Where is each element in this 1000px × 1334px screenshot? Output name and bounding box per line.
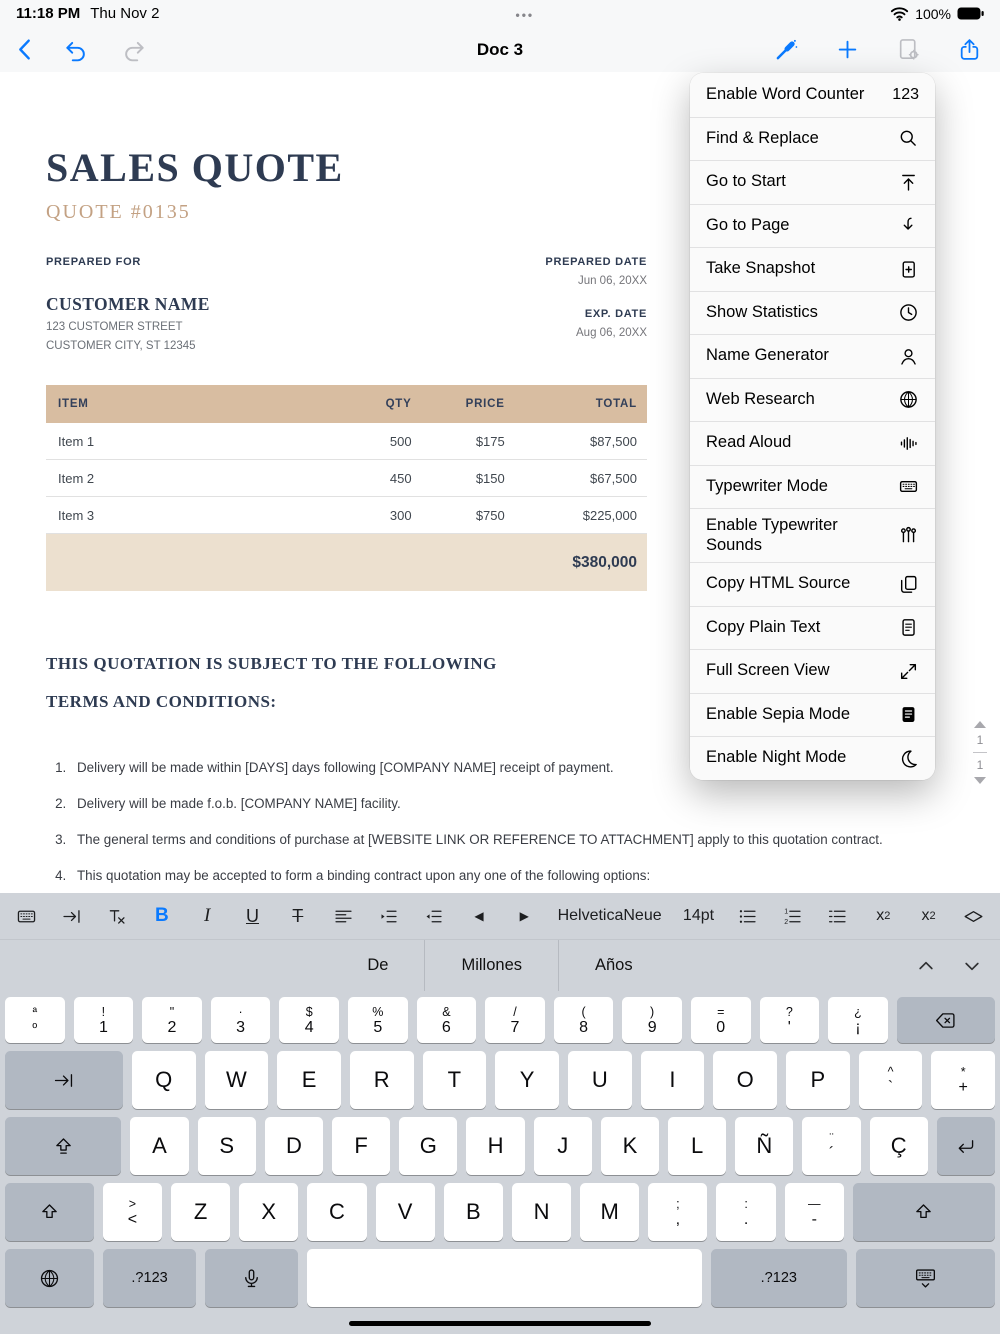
key-g[interactable]: G bbox=[399, 1117, 457, 1175]
key-v[interactable]: V bbox=[376, 1183, 435, 1241]
top-bars bbox=[0, 0, 1000, 72]
quote-table bbox=[46, 385, 647, 591]
globe-icon bbox=[898, 389, 919, 410]
cell-qty: 500 bbox=[389, 433, 412, 449]
indent-decrease-icon bbox=[423, 906, 444, 927]
key-i[interactable]: I bbox=[641, 1051, 705, 1109]
customer-name: CUSTOMER NAME bbox=[46, 294, 210, 314]
cell-price: $175 bbox=[475, 433, 505, 449]
key-9[interactable]: ) 9 bbox=[622, 997, 682, 1043]
shift-icon bbox=[912, 1201, 935, 1224]
menu-item-go-to-start[interactable] bbox=[690, 160, 935, 204]
menu-item-read-aloud[interactable] bbox=[690, 421, 935, 465]
key-caret-grave[interactable]: ^ ` bbox=[859, 1051, 923, 1109]
page-down-arrow[interactable] bbox=[974, 777, 986, 784]
share-icon bbox=[957, 37, 982, 62]
page-navigator bbox=[973, 721, 987, 784]
current-page: 1 bbox=[976, 733, 984, 747]
expand-arrows-icon bbox=[898, 661, 919, 682]
exp-date-value: Aug 06, 20XX bbox=[576, 327, 647, 339]
terms-item-2: 2. Delivery will be made f.o.b. [COMPANY NAME] facility. bbox=[70, 794, 950, 814]
tools-menu-button[interactable] bbox=[773, 37, 799, 63]
indent-tab-button[interactable] bbox=[59, 898, 83, 934]
superscript-x: x bbox=[876, 907, 885, 924]
key-period[interactable]: : . bbox=[716, 1183, 775, 1241]
menu-item-show-statistics[interactable] bbox=[690, 291, 935, 335]
document-gear-icon bbox=[896, 37, 921, 62]
svg-text:1: 1 bbox=[784, 908, 789, 916]
sepia-page-icon bbox=[898, 704, 919, 725]
menu-item-label: Show Statistics bbox=[706, 302, 818, 321]
key-b[interactable]: B bbox=[444, 1183, 503, 1241]
status-left bbox=[16, 5, 159, 22]
numbers-key-left[interactable]: .?123 bbox=[103, 1249, 196, 1307]
key-p[interactable]: P bbox=[786, 1051, 850, 1109]
menu-item-enable-night-mode[interactable] bbox=[690, 736, 935, 780]
clock-icon bbox=[898, 302, 919, 323]
key-7[interactable]: / 7 bbox=[485, 997, 545, 1043]
menu-item-web-research[interactable] bbox=[690, 378, 935, 422]
terms-heading-line2: TERMS AND CONDITIONS: bbox=[46, 691, 277, 711]
menu-item-enable-typewriter-sounds[interactable] bbox=[690, 508, 935, 562]
keyboard-row bbox=[5, 1117, 995, 1175]
suggestion-controls bbox=[916, 940, 982, 991]
key-x[interactable]: X bbox=[239, 1183, 298, 1241]
indent-decrease-button[interactable] bbox=[422, 898, 446, 934]
dashed-list-button[interactable] bbox=[826, 898, 850, 934]
subscript-button[interactable] bbox=[917, 898, 941, 934]
col-header-price: PRICE bbox=[465, 398, 505, 411]
share-button[interactable] bbox=[957, 37, 982, 62]
backspace-icon bbox=[934, 1009, 957, 1032]
subscript-x: x bbox=[921, 907, 930, 924]
dismiss-icon bbox=[914, 1267, 937, 1290]
tab-right-icon bbox=[61, 906, 82, 927]
terms-item-1: 1. Delivery will be made within [DAYS] days following [COMPANY NAME] receipt of payment. bbox=[70, 758, 950, 778]
mic-icon bbox=[240, 1267, 263, 1290]
key-3[interactable]: · 3 bbox=[211, 997, 271, 1043]
cell-item: Item 3 bbox=[58, 507, 95, 523]
crescent-moon-icon bbox=[898, 748, 919, 769]
key-d[interactable]: D bbox=[265, 1117, 323, 1175]
html-preview-button[interactable] bbox=[962, 898, 986, 934]
tools-popover-menu bbox=[690, 73, 935, 780]
indent-increase-icon bbox=[378, 906, 399, 927]
backspace-key[interactable] bbox=[897, 997, 995, 1043]
globe-key[interactable] bbox=[5, 1249, 94, 1307]
key-u[interactable]: U bbox=[568, 1051, 632, 1109]
keyboard-row bbox=[5, 997, 995, 1043]
next-triangle-button[interactable]: ▶ bbox=[512, 898, 536, 934]
status-right bbox=[890, 6, 984, 22]
col-header-item: ITEM bbox=[58, 398, 89, 411]
menu-item-find-replace[interactable] bbox=[690, 117, 935, 161]
key-inverted-marks[interactable]: ¿ ¡ bbox=[828, 997, 888, 1043]
menu-item-label: Copy Plain Text bbox=[706, 617, 821, 636]
key-plus[interactable]: * + bbox=[931, 1051, 995, 1109]
menu-item-label: Enable Night Mode bbox=[706, 748, 847, 767]
customer-street: 123 CUSTOMER STREET bbox=[46, 321, 183, 333]
superscript-button[interactable] bbox=[871, 898, 895, 934]
multitasking-indicator[interactable]: ••• bbox=[515, 7, 535, 22]
dashed-list-icon bbox=[827, 906, 848, 927]
suggestion-2[interactable]: Millones bbox=[424, 940, 559, 991]
key-s[interactable]: S bbox=[198, 1117, 256, 1175]
snapshot-document-icon bbox=[898, 259, 919, 280]
quote-number: QUOTE #0135 bbox=[46, 201, 191, 223]
format-toolbar bbox=[0, 893, 1000, 939]
menu-item-go-to-page[interactable] bbox=[690, 204, 935, 248]
customer-block bbox=[46, 256, 210, 352]
suggestion-3[interactable]: Años bbox=[595, 956, 633, 974]
magnifier-icon bbox=[898, 128, 919, 149]
tab-key[interactable] bbox=[5, 1051, 123, 1109]
table-row bbox=[46, 423, 647, 460]
menu-item-label: Enable Typewriter Sounds bbox=[706, 515, 838, 554]
waveform-icon bbox=[898, 433, 919, 454]
menu-item-take-snapshot[interactable] bbox=[690, 247, 935, 291]
table-header-row bbox=[46, 385, 647, 423]
bullet-list-button[interactable] bbox=[735, 898, 759, 934]
previous-triangle-button[interactable]: ◀ bbox=[467, 898, 491, 934]
onscreen-keyboard bbox=[0, 991, 1000, 1307]
col-header-total: TOTAL bbox=[595, 398, 637, 411]
menu-item-full-screen-view[interactable] bbox=[690, 649, 935, 693]
numbered-list-icon bbox=[782, 906, 803, 927]
chevron-down-button[interactable] bbox=[962, 956, 982, 976]
suggestion-bar bbox=[0, 939, 1000, 991]
person-icon bbox=[898, 346, 919, 367]
terms-item-3: 3. The general terms and conditions of purchase at [WEBSITE LINK OR REFERENCE TO ATTACHMENT] apply to this quotation contract. bbox=[70, 830, 950, 850]
menu-item-copy-plain-text[interactable] bbox=[690, 606, 935, 650]
grand-total-row bbox=[46, 534, 647, 591]
keyboard-icon bbox=[16, 906, 37, 927]
menu-item-copy-html-source[interactable] bbox=[690, 562, 935, 606]
key-ç[interactable]: Ç bbox=[870, 1117, 928, 1175]
menu-item-label: Enable Word Counter bbox=[706, 84, 865, 103]
key-j[interactable]: J bbox=[534, 1117, 592, 1175]
key-k[interactable]: K bbox=[601, 1117, 659, 1175]
typewriter-keys-icon bbox=[898, 525, 919, 546]
menu-item-label: Web Research bbox=[706, 389, 815, 408]
key-ordinal[interactable]: ª º bbox=[5, 997, 65, 1043]
prepared-date-label: PREPARED DATE bbox=[545, 256, 647, 268]
menu-item-label: Full Screen View bbox=[706, 661, 830, 680]
return-key[interactable] bbox=[937, 1117, 995, 1175]
subscript-2: 2 bbox=[929, 910, 936, 922]
keyboard-row bbox=[5, 1183, 995, 1241]
exp-date-label: EXP. DATE bbox=[584, 308, 647, 320]
sales-quote-title: SALES QUOTE bbox=[46, 145, 344, 190]
dates-block bbox=[545, 256, 647, 352]
pager-divider bbox=[973, 752, 987, 753]
menu-item-label: Read Aloud bbox=[706, 433, 792, 452]
numbers-key-right[interactable]: .?123 bbox=[711, 1249, 847, 1307]
cell-price: $150 bbox=[475, 470, 505, 486]
key-m[interactable]: M bbox=[580, 1183, 639, 1241]
strikethrough-button[interactable]: T bbox=[286, 898, 310, 934]
customer-city: CUSTOMER CITY, ST 12345 bbox=[46, 339, 196, 352]
key-1[interactable]: ! 1 bbox=[74, 997, 134, 1043]
key-5[interactable]: % 5 bbox=[348, 997, 408, 1043]
key-y[interactable]: Y bbox=[495, 1051, 559, 1109]
keyboard-icon bbox=[898, 476, 919, 497]
chevron-up-button[interactable] bbox=[916, 956, 936, 976]
shift-key-left[interactable] bbox=[5, 1183, 94, 1241]
cell-total: $225,000 bbox=[582, 507, 637, 523]
tab-icon bbox=[52, 1069, 75, 1092]
menu-item-label: Find & Replace bbox=[706, 128, 819, 147]
clear-formatting-icon bbox=[106, 906, 127, 927]
dictation-key[interactable] bbox=[205, 1249, 298, 1307]
key-q[interactable]: Q bbox=[132, 1051, 196, 1109]
nav-right-buttons bbox=[773, 27, 982, 72]
word-counter-123-icon: 123 bbox=[892, 85, 919, 103]
menu-item-label: Enable Sepia Mode bbox=[706, 704, 851, 723]
key-diacritic[interactable]: ¨ ´ bbox=[802, 1117, 860, 1175]
underline-button[interactable]: U bbox=[240, 898, 264, 934]
key-f[interactable]: F bbox=[332, 1117, 390, 1175]
bullet-list-icon bbox=[737, 906, 758, 927]
terms-heading-line1: THIS QUOTATION IS SUBJECT TO THE FOLLOWING bbox=[46, 654, 497, 674]
cell-total: $67,500 bbox=[589, 470, 637, 486]
keyboard-panel bbox=[0, 893, 1000, 1334]
key-2[interactable]: " 2 bbox=[142, 997, 202, 1043]
page-up-arrow[interactable] bbox=[974, 721, 986, 728]
menu-item-typewriter-mode[interactable] bbox=[690, 465, 935, 509]
chevron-up-icon bbox=[916, 956, 936, 976]
bold-button[interactable]: B bbox=[150, 898, 174, 934]
key-o[interactable]: O bbox=[713, 1051, 777, 1109]
key-w[interactable]: W bbox=[205, 1051, 269, 1109]
copy-documents-icon bbox=[898, 574, 919, 595]
status-bar bbox=[0, 0, 1000, 27]
key-l[interactable]: L bbox=[668, 1117, 726, 1175]
suggestion-1[interactable]: De bbox=[367, 956, 389, 974]
return-icon bbox=[954, 1135, 977, 1158]
superscript-2: 2 bbox=[884, 910, 891, 922]
key-t[interactable]: T bbox=[423, 1051, 487, 1109]
caps-lock-key[interactable] bbox=[5, 1117, 121, 1175]
status-date: Thu Nov 2 bbox=[90, 5, 160, 22]
key-ñ[interactable]: Ñ bbox=[735, 1117, 793, 1175]
chevron-down-icon bbox=[962, 956, 982, 976]
key-comma[interactable]: ; , bbox=[648, 1183, 707, 1241]
battery-percent: 100% bbox=[915, 5, 951, 22]
numbered-list-button[interactable] bbox=[781, 898, 805, 934]
shift-key-right[interactable] bbox=[853, 1183, 995, 1241]
indent-increase-button[interactable] bbox=[376, 898, 400, 934]
col-header-qty: QTY bbox=[385, 398, 412, 411]
caps-icon bbox=[52, 1135, 75, 1158]
key-apostrophe[interactable]: ? ' bbox=[760, 997, 820, 1043]
key-dash[interactable]: — - bbox=[785, 1183, 844, 1241]
cell-item: Item 2 bbox=[58, 470, 95, 486]
add-button[interactable] bbox=[835, 37, 860, 62]
arrow-up-to-line-icon bbox=[898, 172, 919, 193]
keyboard-row bbox=[5, 1249, 995, 1307]
total-pages: 1 bbox=[976, 758, 984, 772]
home-indicator[interactable] bbox=[349, 1321, 651, 1327]
document-title: Doc 3 bbox=[476, 39, 524, 59]
key-8[interactable]: ( 8 bbox=[554, 997, 614, 1043]
cell-total: $87,500 bbox=[589, 433, 637, 449]
tools-wand-icon bbox=[773, 37, 799, 63]
prepared-date-value: Jun 06, 20XX bbox=[577, 275, 647, 287]
html-preview-diamond-icon bbox=[963, 906, 984, 927]
cell-item: Item 1 bbox=[58, 433, 95, 449]
menu-item-label: Name Generator bbox=[706, 346, 829, 365]
key-n[interactable]: N bbox=[512, 1183, 571, 1241]
navigation-bar bbox=[0, 27, 1000, 72]
menu-item-label: Take Snapshot bbox=[706, 259, 816, 278]
prepared-for-label: PREPARED FOR bbox=[46, 256, 141, 268]
terms-item-4: 4. This quotation may be accepted to form a binding contract upon any one of the following options: bbox=[70, 866, 950, 886]
quote-meta bbox=[46, 256, 647, 352]
menu-item-label: Go to Start bbox=[706, 172, 786, 191]
quote-header-section bbox=[46, 145, 647, 591]
battery-icon bbox=[957, 7, 984, 20]
shift-icon bbox=[38, 1201, 61, 1224]
wifi-icon bbox=[890, 6, 909, 21]
cell-qty: 450 bbox=[389, 470, 412, 486]
cell-qty: 300 bbox=[389, 507, 412, 523]
space-bar[interactable] bbox=[307, 1249, 702, 1307]
key-4[interactable]: $ 4 bbox=[279, 997, 339, 1043]
key-h[interactable]: H bbox=[466, 1117, 524, 1175]
clear-formatting-button[interactable] bbox=[105, 898, 129, 934]
key-angle-brackets[interactable]: > < bbox=[103, 1183, 162, 1241]
menu-item-enable-sepia-mode[interactable] bbox=[690, 693, 935, 737]
menu-item-label: Copy HTML Source bbox=[706, 574, 851, 593]
cell-price: $750 bbox=[475, 507, 505, 523]
table-row bbox=[46, 497, 647, 534]
menu-item-label: Go to Page bbox=[706, 215, 790, 234]
font-name-button[interactable]: HelveticaNeue bbox=[558, 898, 662, 934]
keyboard-row bbox=[5, 1051, 995, 1109]
globe-icon bbox=[38, 1267, 61, 1290]
menu-item-label: Typewriter Mode bbox=[706, 476, 828, 495]
dismiss-keyboard-key[interactable] bbox=[856, 1249, 995, 1307]
arrow-down-curve-icon bbox=[898, 215, 919, 236]
key-e[interactable]: E bbox=[277, 1051, 341, 1109]
font-size-button[interactable]: 14pt bbox=[683, 898, 714, 934]
key-z[interactable]: Z bbox=[171, 1183, 230, 1241]
key-c[interactable]: C bbox=[307, 1183, 366, 1241]
align-left-icon bbox=[333, 906, 354, 927]
grand-total-value: $380,000 bbox=[572, 553, 637, 571]
document-settings-button[interactable] bbox=[896, 37, 921, 62]
svg-text:2: 2 bbox=[784, 918, 789, 926]
table-row bbox=[46, 460, 647, 497]
keyboard-toggle-button[interactable] bbox=[14, 898, 38, 934]
italic-button[interactable]: I bbox=[195, 898, 219, 934]
key-0[interactable]: = 0 bbox=[691, 997, 751, 1043]
key-a[interactable]: A bbox=[130, 1117, 188, 1175]
key-r[interactable]: R bbox=[350, 1051, 414, 1109]
menu-item-enable-word-counter[interactable] bbox=[690, 73, 935, 117]
document-lines-icon bbox=[898, 617, 919, 638]
align-button[interactable] bbox=[331, 898, 355, 934]
key-6[interactable]: & 6 bbox=[417, 997, 477, 1043]
plus-icon bbox=[835, 37, 860, 62]
menu-item-name-generator[interactable] bbox=[690, 334, 935, 378]
clock-time: 11:18 PM bbox=[16, 5, 81, 22]
